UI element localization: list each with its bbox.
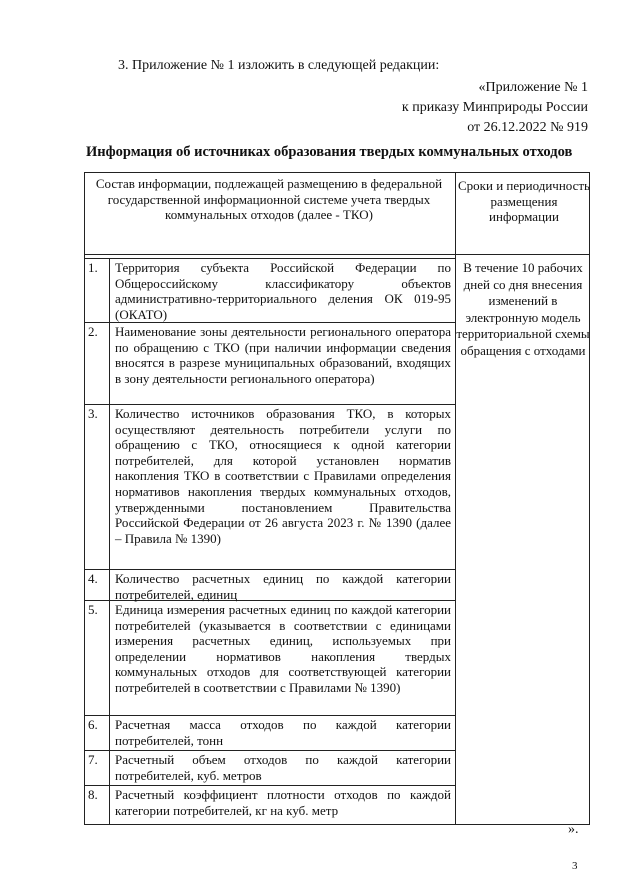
row-number: 6.	[88, 717, 98, 732]
closing-quote: ».	[568, 822, 579, 837]
row-text: Расчетный коэффициент плотности отходов по каждой категории потребителей, кг на куб. метр	[115, 787, 451, 818]
appendix-line-1: «Приложение № 1	[478, 80, 588, 95]
appendix-line-3: от 26.12.2022 № 919	[467, 120, 588, 135]
page-number: 3	[572, 860, 578, 872]
row-number: 1.	[88, 260, 98, 275]
deadline-text: В течение 10 рабочих дней со дня внесения изменений в электронную модель территориальной схемы обращения с отходами	[456, 260, 590, 358]
document-title: Информация об источниках образования твердых коммунальных отходов	[86, 144, 573, 160]
row-text: Количество расчетных единиц по каждой категории потребителей, единиц	[115, 571, 451, 602]
intro-text: 3. Приложение № 1 изложить в следующей редакции:	[118, 58, 440, 73]
row-text: Количество источников образования ТКО, в которых осуществляют деятельность потребители услуги по обращению с ТКО, относящиеся к одной категории потребителей, для которой установлен норматив накопления ТКО в соответствии с Правилами определения нормативов накопления твердых коммунальных отходов, утвержденными постановлением Правительства Российской Федерации от 26 августа 2023 г. № 1390 (далее – Правила № 1390)	[115, 406, 451, 546]
row-number: 3.	[88, 406, 98, 421]
row-number: 7.	[88, 752, 98, 767]
row-number: 5.	[88, 602, 98, 617]
header-info-composition: Состав информации, подлежащей размещению в федеральной государственной информационной системе учета твердых коммунальных отходов (далее - ТКО)	[95, 176, 443, 222]
row-number: 8.	[88, 787, 98, 802]
row-text: Наименование зоны деятельности регионального оператора по обращению с ТКО (при наличии информации сведения вносятся в разрезе муниципальных образований, входящих в зону деятельности регионального оператора)	[115, 324, 451, 386]
appendix-line-2: к приказу Минприроды России	[401, 100, 588, 115]
row-text: Расчетная масса отходов по каждой категории потребителей, тонн	[115, 717, 451, 748]
header-deadline: Сроки и периодичность размещения информации	[458, 178, 590, 224]
row-number: 2.	[88, 324, 98, 339]
row-text: Расчетный объем отходов по каждой категории потребителей, куб. метров	[115, 752, 451, 783]
row-text: Территория субъекта Российской Федерации по Общероссийскому классификатору объектов административно-территориального деления ОК 019-95 (ОКАТО)	[115, 260, 451, 322]
row-number: 4.	[88, 571, 98, 586]
appendix-reference	[402, 78, 588, 138]
info-table	[84, 172, 590, 824]
row-text: Единица измерения расчетных единиц по каждой категории потребителей (указывается в соответствии с единицами измерения расчетных единиц, используемых при определении нормативов накопления твердых коммунальных отходов для соответствующей категории потребителей в соответствии с Правилами № 1390)	[115, 602, 451, 695]
